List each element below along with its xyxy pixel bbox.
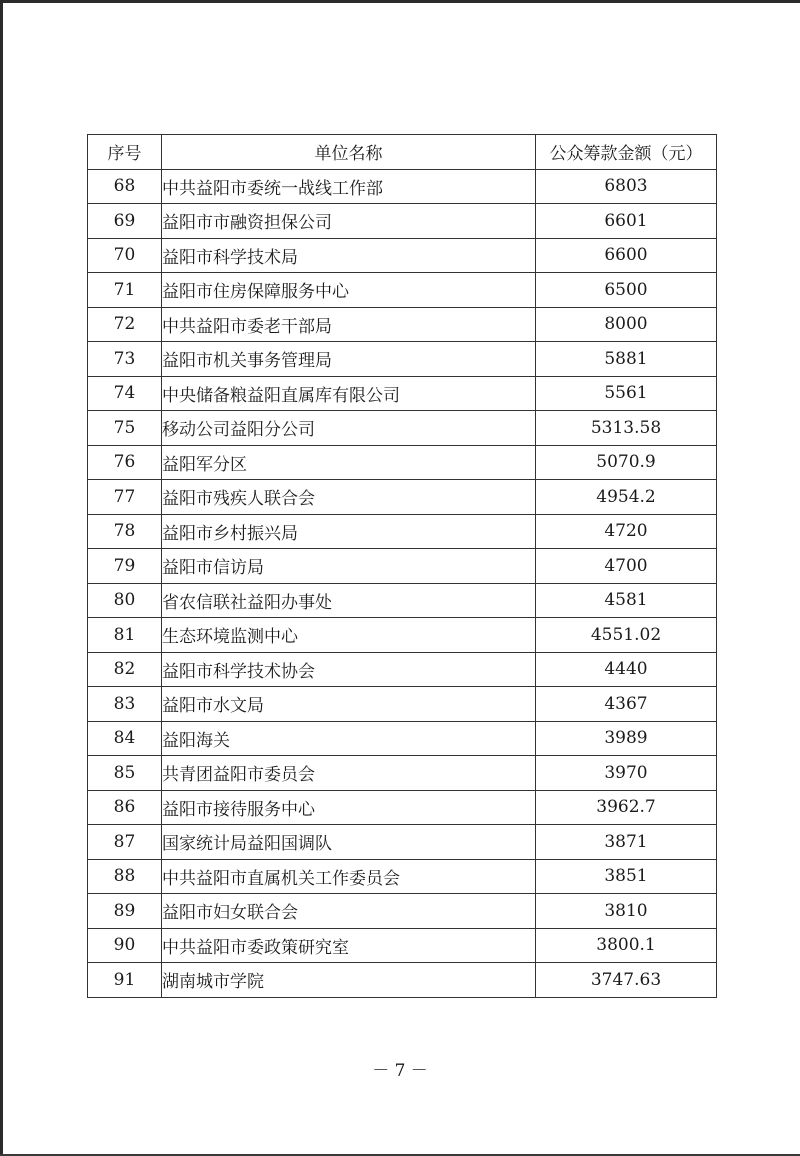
amount-cell: 5313.58 <box>536 411 717 446</box>
unit-name-cell: 中共益阳市委统一战线工作部 <box>162 169 536 204</box>
unit-name-cell: 益阳市残疾人联合会 <box>162 480 536 515</box>
table-row <box>88 307 717 342</box>
table-row <box>88 445 717 480</box>
table-row <box>88 652 717 687</box>
row-number-cell: 87 <box>88 825 162 860</box>
row-number-cell: 77 <box>88 480 162 515</box>
amount-cell: 5881 <box>536 342 717 377</box>
amount-cell: 4551.02 <box>536 618 717 653</box>
unit-name-cell: 移动公司益阳分公司 <box>162 411 536 446</box>
table-row <box>88 549 717 584</box>
amount-cell: 3747.63 <box>536 963 717 998</box>
header-unit-name: 单位名称 <box>162 135 536 170</box>
page-number: － 7 － <box>372 1061 428 1081</box>
table-header <box>88 135 717 170</box>
table-row <box>88 687 717 722</box>
unit-name-cell: 益阳市水文局 <box>162 687 536 722</box>
unit-name-cell: 中央储备粮益阳直属库有限公司 <box>162 376 536 411</box>
row-number-cell: 88 <box>88 859 162 894</box>
unit-name-cell: 益阳海关 <box>162 721 536 756</box>
row-number-cell: 71 <box>88 273 162 308</box>
table-row <box>88 169 717 204</box>
table-row <box>88 790 717 825</box>
table-row <box>88 514 717 549</box>
amount-cell: 4700 <box>536 549 717 584</box>
row-number-cell: 75 <box>88 411 162 446</box>
unit-name-cell: 省农信联社益阳办事处 <box>162 583 536 618</box>
unit-name-cell: 湖南城市学院 <box>162 963 536 998</box>
amount-cell: 6601 <box>536 204 717 239</box>
row-number-cell: 91 <box>88 963 162 998</box>
row-number-cell: 86 <box>88 790 162 825</box>
unit-name-cell: 共青团益阳市委员会 <box>162 756 536 791</box>
table-row <box>88 583 717 618</box>
unit-name-cell: 益阳市科学技术协会 <box>162 652 536 687</box>
row-number-cell: 76 <box>88 445 162 480</box>
header-row <box>88 135 717 170</box>
header-index: 序号 <box>88 135 162 170</box>
table-row <box>88 342 717 377</box>
amount-cell: 6500 <box>536 273 717 308</box>
table-body <box>88 169 717 997</box>
amount-cell: 6600 <box>536 238 717 273</box>
row-number-cell: 68 <box>88 169 162 204</box>
unit-name-cell: 益阳市妇女联合会 <box>162 894 536 929</box>
amount-cell: 3851 <box>536 859 717 894</box>
amount-cell: 3970 <box>536 756 717 791</box>
unit-name-cell: 益阳市接待服务中心 <box>162 790 536 825</box>
table-row <box>88 928 717 963</box>
amount-cell: 4440 <box>536 652 717 687</box>
unit-name-cell: 国家统计局益阳国调队 <box>162 825 536 860</box>
unit-name-cell: 中共益阳市直属机关工作委员会 <box>162 859 536 894</box>
donation-table <box>87 134 717 998</box>
row-number-cell: 69 <box>88 204 162 239</box>
unit-name-cell: 益阳军分区 <box>162 445 536 480</box>
amount-cell: 3989 <box>536 721 717 756</box>
unit-name-cell: 益阳市机关事务管理局 <box>162 342 536 377</box>
table-row <box>88 618 717 653</box>
scan-border-top <box>0 0 800 3</box>
row-number-cell: 81 <box>88 618 162 653</box>
amount-cell: 5561 <box>536 376 717 411</box>
unit-name-cell: 益阳市信访局 <box>162 549 536 584</box>
unit-name-cell: 中共益阳市委老干部局 <box>162 307 536 342</box>
scan-border-left <box>0 0 3 1156</box>
unit-name-cell: 益阳市乡村振兴局 <box>162 514 536 549</box>
row-number-cell: 72 <box>88 307 162 342</box>
table-row <box>88 859 717 894</box>
table-row <box>88 273 717 308</box>
amount-cell: 3871 <box>536 825 717 860</box>
row-number-cell: 82 <box>88 652 162 687</box>
table-row <box>88 411 717 446</box>
table-row <box>88 894 717 929</box>
table-row <box>88 963 717 998</box>
amount-cell: 3962.7 <box>536 790 717 825</box>
table-row <box>88 825 717 860</box>
row-number-cell: 74 <box>88 376 162 411</box>
amount-cell: 4581 <box>536 583 717 618</box>
unit-name-cell: 中共益阳市委政策研究室 <box>162 928 536 963</box>
table-row <box>88 721 717 756</box>
unit-name-cell: 益阳市住房保障服务中心 <box>162 273 536 308</box>
row-number-cell: 78 <box>88 514 162 549</box>
unit-name-cell: 益阳市市融资担保公司 <box>162 204 536 239</box>
row-number-cell: 79 <box>88 549 162 584</box>
row-number-cell: 85 <box>88 756 162 791</box>
table-row <box>88 756 717 791</box>
amount-cell: 4954.2 <box>536 480 717 515</box>
header-amount: 公众筹款金额（元） <box>536 135 717 170</box>
row-number-cell: 84 <box>88 721 162 756</box>
row-number-cell: 90 <box>88 928 162 963</box>
unit-name-cell: 益阳市科学技术局 <box>162 238 536 273</box>
row-number-cell: 80 <box>88 583 162 618</box>
row-number-cell: 89 <box>88 894 162 929</box>
amount-cell: 5070.9 <box>536 445 717 480</box>
row-number-cell: 83 <box>88 687 162 722</box>
row-number-cell: 73 <box>88 342 162 377</box>
table-row <box>88 238 717 273</box>
amount-cell: 4720 <box>536 514 717 549</box>
amount-cell: 6803 <box>536 169 717 204</box>
amount-cell: 4367 <box>536 687 717 722</box>
amount-cell: 8000 <box>536 307 717 342</box>
amount-cell: 3800.1 <box>536 928 717 963</box>
table-row <box>88 376 717 411</box>
amount-cell: 3810 <box>536 894 717 929</box>
table-row <box>88 204 717 239</box>
unit-name-cell: 生态环境监测中心 <box>162 618 536 653</box>
table-row <box>88 480 717 515</box>
row-number-cell: 70 <box>88 238 162 273</box>
